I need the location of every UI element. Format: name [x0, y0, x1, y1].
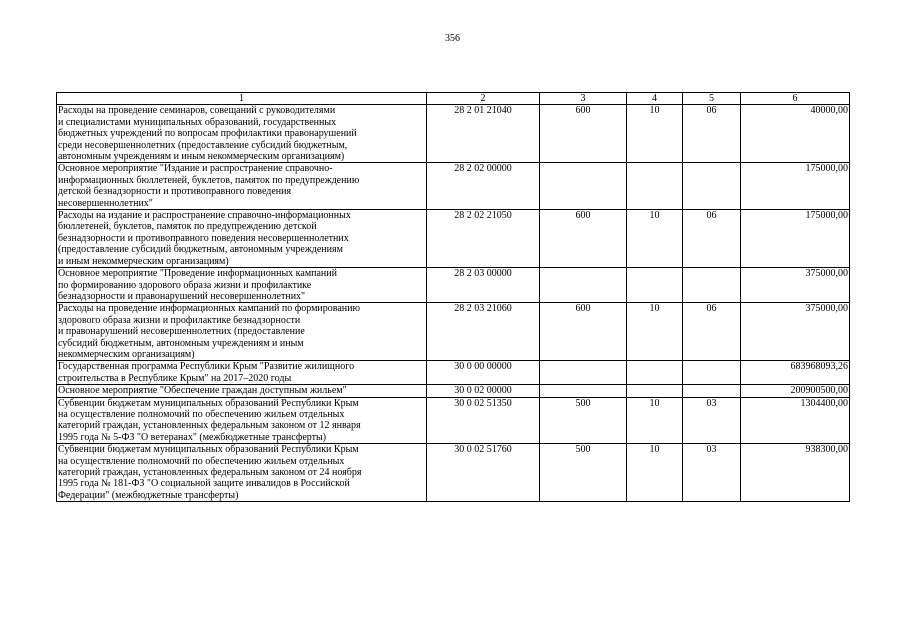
amount-cell: 40000,00 — [741, 105, 850, 163]
description-line: Субвенции бюджетам муниципальных образований Республики Крым — [58, 397, 359, 409]
description-line: и правонарушений несовершеннолетних (предоставление — [58, 326, 305, 338]
description-line: Государственная программа Республики Крым "Развитие жилищного — [58, 361, 355, 373]
amount-cell: 938300,00 — [741, 444, 850, 502]
description-line: Расходы на проведение информационных кампаний по формированию — [58, 303, 360, 315]
description-line: 1995 года № 181-ФЗ "О социальной защите инвалидов в Российской — [58, 478, 350, 490]
subsection-cell — [683, 361, 741, 385]
description-line: на осуществление полномочий по обеспечению жильем отдельных — [58, 455, 345, 467]
expense-type-cell — [540, 268, 627, 303]
table-row — [57, 303, 850, 361]
target-code-cell: 28 2 03 21060 — [427, 303, 540, 361]
section-cell: 10 — [627, 303, 683, 361]
description-line: категорий граждан, установленных федеральным законом от 24 ноября — [58, 467, 362, 478]
section-cell: 10 — [627, 444, 683, 502]
description-line: бюджетных учреждений по вопросам профилактики правонарушений — [58, 128, 357, 140]
table-row — [57, 268, 850, 303]
description-line: среди несовершеннолетних (предоставление субсидий бюджетным, — [58, 139, 348, 151]
subsection-cell: 03 — [683, 444, 741, 502]
amount-cell: 375000,00 — [741, 303, 850, 361]
section-cell: 10 — [627, 105, 683, 163]
description-line: Основное мероприятие "Издание и распространение справочно- — [58, 163, 333, 175]
target-code-cell: 30 0 02 51760 — [427, 444, 540, 502]
description-line: безнадзорности и противоправного поведения несовершеннолетних — [58, 232, 349, 244]
row-description — [57, 361, 427, 385]
description-line: Федерации" (межбюджетные трансферты) — [58, 489, 239, 501]
description-line: Субвенции бюджетам муниципальных образований Республики Крым — [58, 444, 359, 456]
row-description — [57, 105, 427, 163]
row-description — [57, 397, 427, 444]
col-header-5: 5 — [683, 93, 741, 105]
target-code-cell: 28 2 02 21050 — [427, 210, 540, 268]
description-line: информационных бюллетеней, буклетов, памяток по предупреждению — [58, 174, 360, 186]
expense-type-cell: 600 — [540, 303, 627, 361]
col-header-3: 3 — [540, 93, 627, 105]
col-header-4: 4 — [627, 93, 683, 105]
budget-table — [56, 92, 850, 502]
col-header-6: 6 — [741, 93, 850, 105]
description-line: детской безнадзорности и противоправного поведения — [58, 186, 292, 198]
target-code-cell: 28 2 02 00000 — [427, 163, 540, 210]
section-cell — [627, 268, 683, 303]
section-cell: 10 — [627, 397, 683, 444]
description-line: здорового образа жизни и профилактике безнадзорности — [58, 314, 301, 326]
description-line: некоммерческим организациям) — [58, 348, 195, 360]
amount-cell: 175000,00 — [741, 210, 850, 268]
target-code-cell: 28 2 03 00000 — [427, 268, 540, 303]
row-description — [57, 268, 427, 303]
row-description — [57, 210, 427, 268]
description-line: категорий граждан, установленных федеральным законом от 12 января — [58, 420, 361, 432]
target-code-cell: 30 0 00 00000 — [427, 361, 540, 385]
description-line: Расходы на проведение семинаров, совещаний с руководителями — [58, 105, 336, 117]
expense-type-cell — [540, 163, 627, 210]
description-line: субсидий бюджетным, автономным учреждениям и иным — [58, 337, 304, 349]
section-cell — [627, 361, 683, 385]
row-description — [57, 303, 427, 361]
table-row — [57, 210, 850, 268]
expense-type-cell: 600 — [540, 105, 627, 163]
section-cell: 10 — [627, 210, 683, 268]
amount-cell: 375000,00 — [741, 268, 850, 303]
target-code-cell: 30 0 02 00000 — [427, 385, 540, 397]
row-description — [57, 385, 427, 397]
target-code-cell: 30 0 02 51350 — [427, 397, 540, 444]
description-line: бюллетеней, буклетов, памяток по предупреждению детской — [58, 221, 317, 233]
amount-cell: 683968093,26 — [741, 361, 850, 385]
amount-cell: 1304400,00 — [741, 397, 850, 444]
row-description — [57, 444, 427, 502]
section-cell — [627, 163, 683, 210]
description-line: безнадзорности и правонарушений несовершеннолетних" — [58, 290, 306, 302]
section-cell — [627, 385, 683, 397]
expense-type-cell: 600 — [540, 210, 627, 268]
description-line: на осуществление полномочий по обеспечению жильем отдельных — [58, 408, 345, 420]
subsection-cell: 06 — [683, 210, 741, 268]
header-row — [57, 93, 850, 105]
target-code-cell: 28 2 01 21040 — [427, 105, 540, 163]
col-header-1: 1 — [57, 93, 427, 105]
table-row — [57, 385, 850, 397]
expense-type-cell: 500 — [540, 397, 627, 444]
description-line: и иным некоммерческим организациям) — [58, 255, 229, 267]
table-row — [57, 397, 850, 444]
description-line: и специалистами муниципальных образований, государственных — [58, 116, 337, 128]
subsection-cell: 06 — [683, 105, 741, 163]
expense-type-cell — [540, 385, 627, 397]
expense-type-cell — [540, 361, 627, 385]
subsection-cell — [683, 385, 741, 397]
description-line: 1995 года № 5-ФЗ "О ветеранах" (межбюджетные трансферты) — [58, 431, 327, 443]
subsection-cell — [683, 163, 741, 210]
description-line: строительства в Республике Крым" на 2017–2020 годы — [58, 372, 292, 384]
description-line: автономным учреждениям и иным некоммерческим организациям) — [58, 151, 345, 163]
table-row — [57, 105, 850, 163]
description-line: несовершеннолетних" — [58, 197, 153, 209]
row-description — [57, 163, 427, 210]
subsection-cell: 06 — [683, 303, 741, 361]
subsection-cell — [683, 268, 741, 303]
description-line: Основное мероприятие "Обеспечение граждан доступным жильем" — [58, 385, 347, 397]
table-row — [57, 163, 850, 210]
table-row — [57, 444, 850, 502]
table-row — [57, 361, 850, 385]
description-line: Основное мероприятие "Проведение информационных кампаний — [58, 268, 337, 280]
page-number: 356 — [445, 33, 460, 44]
amount-cell: 175000,00 — [741, 163, 850, 210]
amount-cell: 200900500,00 — [741, 385, 850, 397]
subsection-cell: 03 — [683, 397, 741, 444]
description-line: (предоставление субсидий бюджетным, автономным учреждениям — [58, 244, 343, 256]
description-line: Расходы на издание и распространение справочно-информационных — [58, 210, 351, 222]
description-line: по формированию здорового образа жизни и профилактике — [58, 279, 312, 291]
expense-type-cell: 500 — [540, 444, 627, 502]
col-header-2: 2 — [427, 93, 540, 105]
